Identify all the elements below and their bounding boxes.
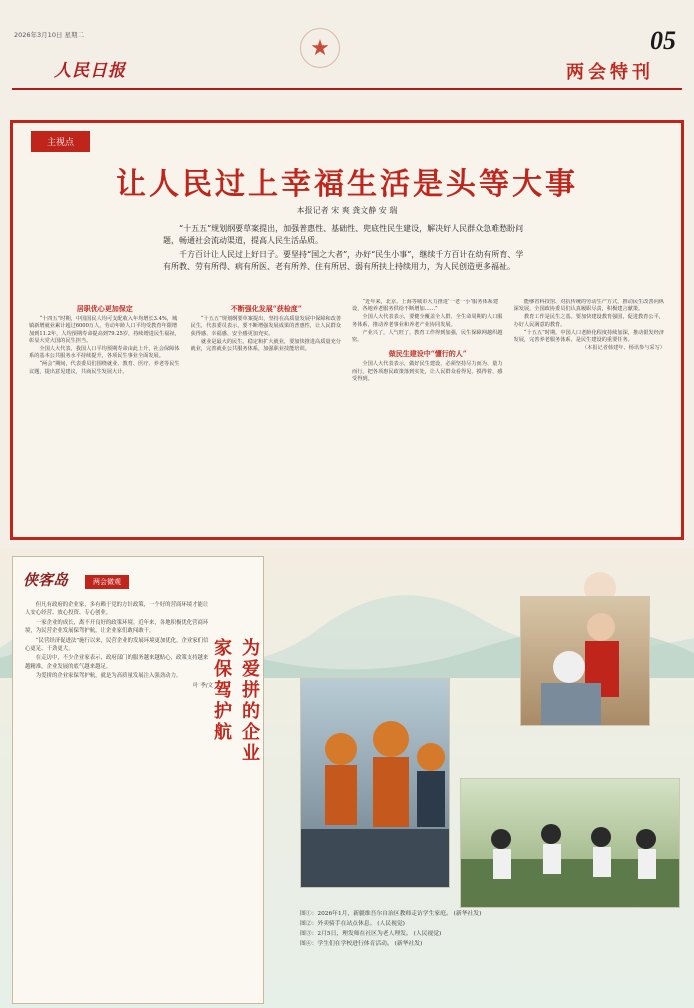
column-paragraph: 全国人大代表表示，要健全覆盖全人群、全生命周期的人口服务体系，推动养老事业和养老产业协同发展。 [352,314,503,328]
feature-columns [29,299,665,529]
emblem-icon: ★ [300,28,340,68]
story-author: 叶 季/文 [193,682,213,689]
column-paragraph: 全国人大代表表示，做好民生建设，必须坚持尽力而为、量力而行，把各项惠民政策落到实处，让人民群众看得见、摸得着、感受得到。 [352,361,503,382]
caption-line: 图④：学生们在学校进行体育活动。 (新华社发) [300,941,423,947]
column-subhead: 做民生建设中“懂行的人” [388,349,467,359]
feature-column [191,299,343,529]
page-number: 05 [650,26,676,55]
story-article [12,556,264,1004]
story-body [25,601,213,993]
story-title [211,638,262,764]
column-brand: 侠客岛 [23,571,69,589]
column-subhead: 不断强化发展“获检度” [230,304,302,313]
feature-column [29,299,181,529]
photo-captions [300,910,600,950]
masthead-divider [12,88,682,90]
column-paragraph: “十五五”时期，中国人口老龄化程度持续加深，推动银发经济发展，完善养老服务体系，是民生建设的重要任务。 [513,329,665,344]
feature-column [352,299,504,529]
column-paragraph: “近年来，北京、上海等城市大力推进‘一老一小’服务体系建设，各地养老服务供给不断增加……” [352,299,499,313]
story-paragraph: 为爱拼的企业家保驾护航，就是为高质量发展注入强劲动力。 [35,673,182,680]
column-paragraph: 产业兴了，人气旺了，教育工作得到加强，民生保障网越织越密。 [352,329,503,344]
story-paragraph: 在走访中，不少企业家表示，政府部门的服务越来越贴心，政策支持越来越精准，企业发展的底气越来越足。 [25,655,209,670]
column-tag: 两会微观 [85,575,129,589]
photo-barber [520,596,650,726]
column-paragraph: 能够省科技馆、对抗传统的劳动生产方式，推动民生改善向纵深发展，全国政协委员们认真履职尽责，积极建言献策。 [513,299,664,313]
story-paragraph: 但凡有政府的企业家，多有赖于党的方针政策，一个好的营商环境才能让人安心经营、放心投资、专心创业。 [25,602,209,617]
column-paragraph: “两会”期间，代表委员们围绕就业、教育、医疗、养老等民生议题，提出意见建议，共商民生发展大计。 [29,361,180,375]
photo-riders-illustration [301,679,450,888]
column-paragraph: 教育工作是民生之基。要加快建设教育强国，促进教育公平，办好人民满意的教育。 [513,314,664,328]
section-title: 两会特刊 [566,62,654,83]
story-title-line: 家保驾护航 [211,638,232,743]
caption-line: 图②：外卖骑手在站点休息。 (人民视觉) [300,921,405,927]
story-paragraph: 一家企业的成长，离不开良好的政策环境。近年来，各地积极优化营商环境，为民营企业发展保驾护航，让企业家们敢闯敢干。 [25,619,209,635]
photo-students [460,778,680,908]
feature-byline: 本报记者 宋 爽 龚文静 安 瑞 [296,206,398,215]
lead-paragraph: 千方百计让人民过上好日子。要坚持“国之大者”，办好“民生小事”，继续千方百计在幼有所育、学有所教、劳有所得、病有所医、老有所养、住有所居、弱有所扶上持续用力，为人民创造更多福祉。 [163,250,524,271]
feature-lead [163,223,531,275]
column-paragraph: “十五五”规划纲要草案提出，坚持在高质量发展中保障和改善民生，代表委员表示，要不断增强发展成果的普惠性，让人民群众获得感、幸福感、安全感更加充实。 [190,316,342,337]
feature-headline: 让人民过上幸福生活是头等大事 [116,167,578,202]
photo-students-illustration [461,779,680,908]
column-subhead: 居职优心更加保定 [76,304,133,313]
caption-line: 图①：2026年1月，新疆维吾尔自治区教师走访学生家庭。 (新华社发) [300,911,482,917]
column-paragraph: 全国人大代表、我国人口平均预期寿命由此上升，社会保障体系的基本公共服务水平持续提升，各项民生事业全面发展。 [29,346,180,360]
masthead [0,0,694,110]
bottom-section [0,548,694,1008]
photo-barber-illustration [521,597,650,726]
article-credit: （本报记者韩建年、杨讯参与采写） [581,345,665,352]
feature-column [514,299,666,529]
story-paragraph: “民营经济促进法”施行以来，民营企业的发展环境更加优化，企业家们信心更足、干劲更大。 [25,637,209,653]
column-paragraph: 就业是最大的民生。稳定和扩大就业，要加快推进高质量充分就业，完善就业公共服务体系，加强职业技能培训。 [190,338,341,353]
feature-article [10,120,684,540]
newspaper-logo: 人民日报 [54,61,126,81]
column-paragraph: “十四五”时期，中国国民人均可支配收入年均增长3.4%，城镇新增就业累计超过6000万人，劳动年龄人口平均受教育年限增加到11.2年，人均预期寿命提高到79.25岁，持续增进民生福祉，彰显大党大国的民生担当。 [29,316,180,344]
caption-line: 图③：2月5日，理发师在社区为老人理发。 (人民视觉) [300,931,442,937]
issue-date: 2026年3月10日 星期二 [14,31,85,39]
story-title-line: 为爱拼的企业 [239,638,260,764]
lead-paragraph: “十五五”规划纲要草案提出，加强普惠性、基础性、兜底性民生建设，解决好人民群众急难愁盼问题，畅通社会流动渠道，提高人民生活品质。 [163,224,524,245]
feature-tag: 主视点 [31,131,90,152]
photo-riders [300,678,450,888]
